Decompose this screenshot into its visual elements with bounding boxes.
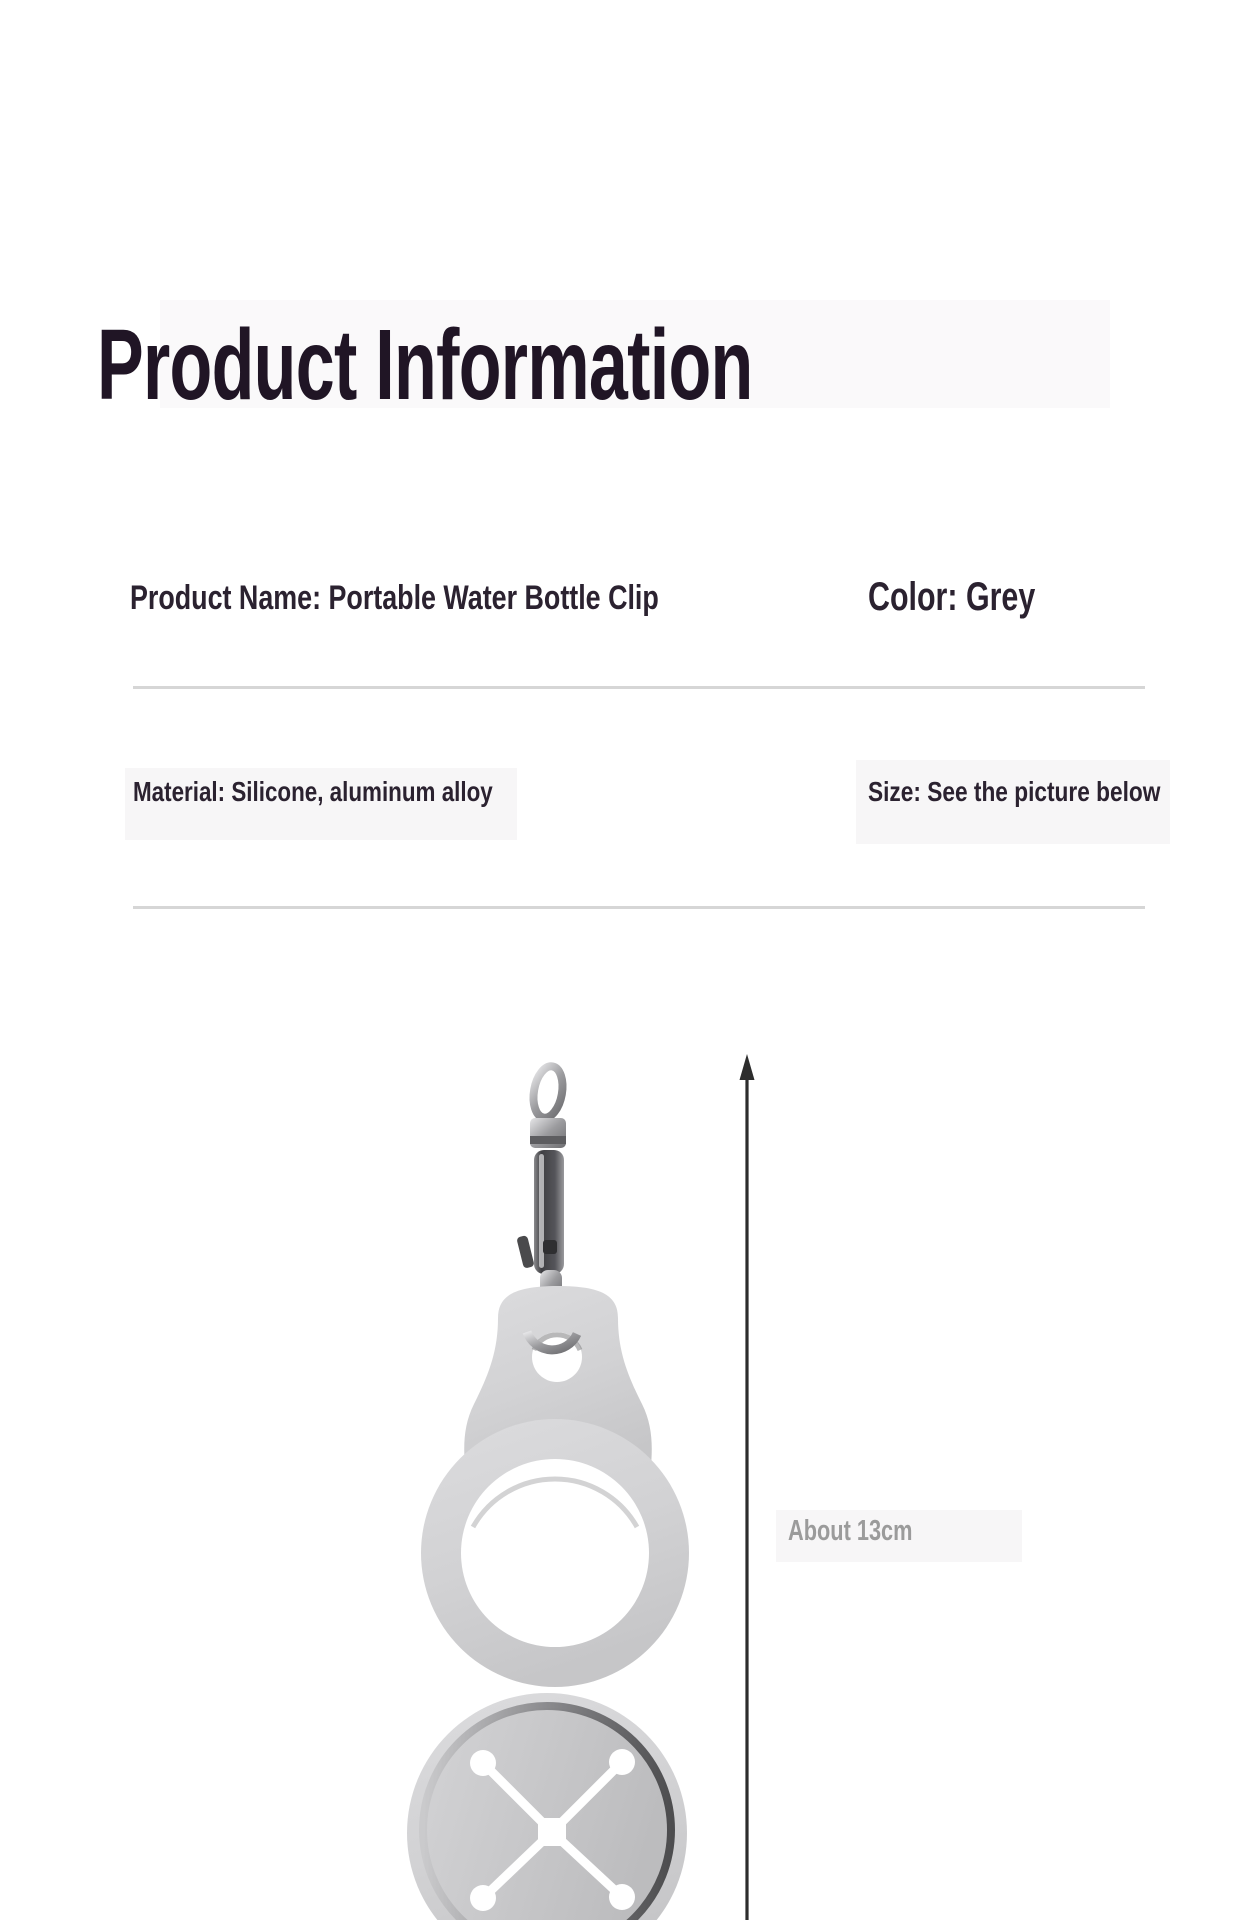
dimension-arrow-icon	[740, 1054, 755, 1920]
divider-line	[133, 906, 1145, 909]
divider-line	[133, 686, 1145, 689]
spec-material: Material: Silicone, aluminum alloy	[133, 776, 493, 807]
product-photo	[380, 1040, 800, 1920]
spec-product-name: Product Name: Portable Water Bottle Clip	[130, 579, 659, 617]
dimension-label: About 13cm	[788, 1515, 913, 1547]
spec-size: Size: See the picture below	[868, 776, 1161, 807]
spec-color: Color: Grey	[868, 575, 1036, 619]
bottle-neck-hole	[461, 1459, 649, 1647]
bottle-clip-disc	[423, 1706, 671, 1920]
carabiner-hook-icon	[516, 1064, 566, 1298]
page-title: Product Information	[97, 309, 753, 421]
